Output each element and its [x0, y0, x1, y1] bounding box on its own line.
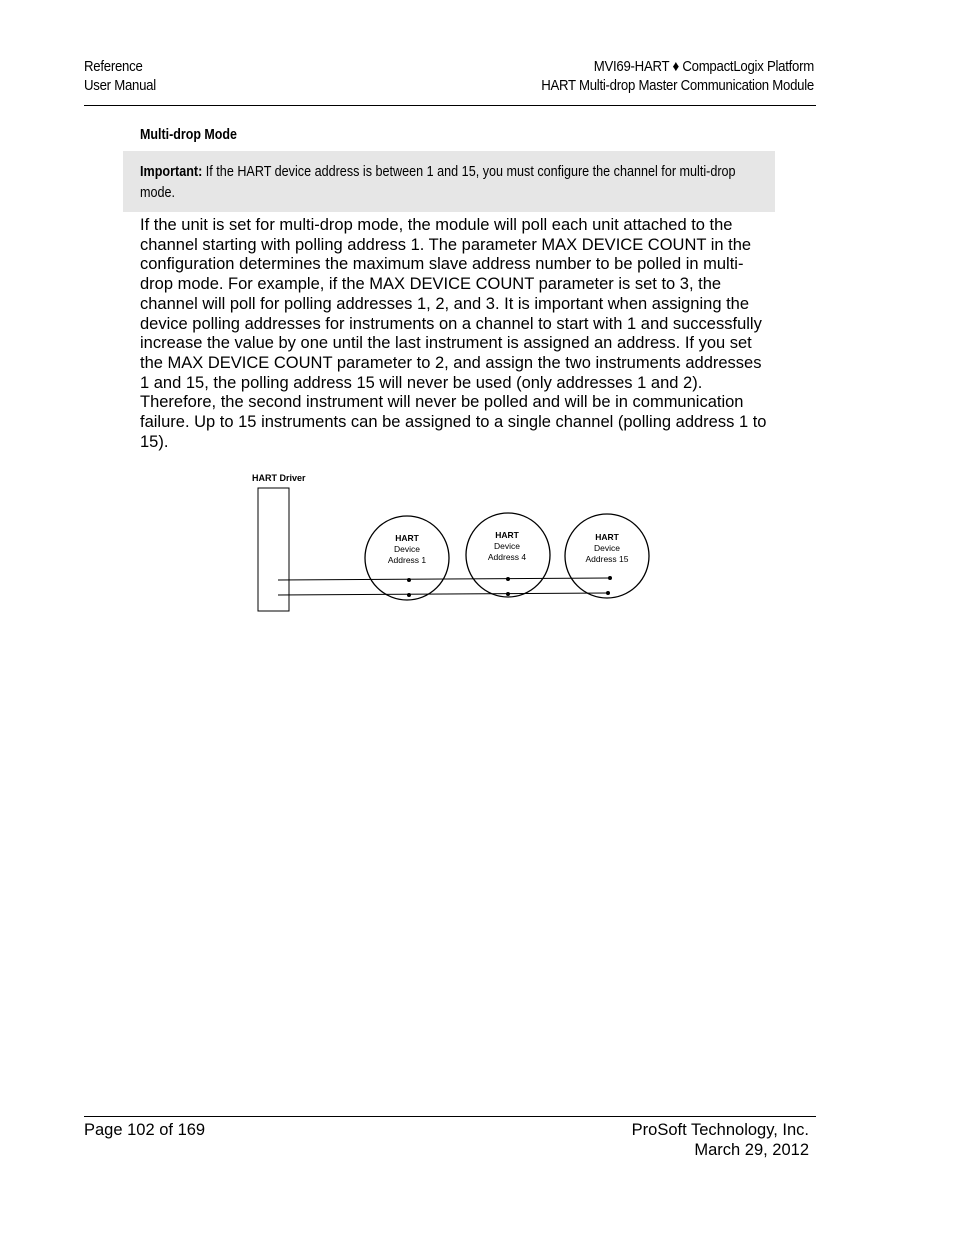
device-4-node-top	[506, 577, 510, 581]
device-15-node-top	[608, 576, 612, 580]
device-1-node-top	[407, 578, 411, 582]
important-body: If the HART device address is between 1 and 15, you must configure the channel for multi-drop mode.	[140, 163, 736, 201]
important-label: Important:	[140, 163, 203, 180]
driver-label: HART Driver	[252, 473, 306, 483]
device-4-line1: HART	[495, 530, 519, 540]
important-note-text	[140, 161, 745, 203]
device-15-node-bottom	[606, 591, 610, 595]
device-15-line3: Address 15	[585, 554, 629, 564]
header-right	[541, 57, 814, 95]
device-15-line2: Device	[594, 543, 620, 553]
device-4-line2: Device	[494, 541, 520, 551]
device-4-line3: Address 4	[487, 552, 527, 562]
device-1-line2: Device	[394, 544, 420, 554]
header-module: HART Multi-drop Master Communication Module	[541, 77, 814, 94]
section-title: Multi-drop Mode	[140, 127, 237, 143]
multidrop-diagram	[240, 468, 670, 618]
footer-right	[632, 1120, 809, 1160]
device-1-line1: HART	[395, 533, 419, 543]
driver-box	[258, 488, 289, 611]
bus-line-bottom	[278, 593, 608, 595]
device-15-line1: HART	[595, 532, 619, 542]
footer-divider	[84, 1116, 816, 1117]
device-1-line3: Address 1	[387, 555, 427, 565]
device-1-node-bottom	[407, 593, 411, 597]
header-left	[84, 57, 156, 95]
header-doc-type: User Manual	[84, 77, 156, 94]
footer-company: ProSoft Technology, Inc.	[631, 1121, 809, 1139]
body-paragraph: If the unit is set for multi-drop mode, the module will poll each unit attached to the channel starting with polling address 1. The parameter MAX DEVICE COUNT in the configuration determines the maximum slave address number to be polled in multi-drop mode. For example, if the MAX DEVICE COUNT parameter is set to 3, the channel will poll for polling addresses 1, 2, and 3. It is important when assigning the device polling addresses for instruments on a channel to start with 1 and successfully increase the value by one until the last instrument is assigned an address. If you set the MAX DEVICE COUNT parameter to 2, and assign the two instruments addresses 1 and 15, the polling address 15 will never be used (only addresses 1 and 2). Therefore, the second instrument will never be polled and will be in communication failure. Up to 15 instruments can be assigned to a single channel (polling address 1 to 15).	[140, 216, 767, 451]
important-note	[123, 151, 775, 212]
header-section-label: Reference	[84, 58, 143, 75]
device-4-node-bottom	[506, 592, 510, 596]
footer-page-number: Page 102 of 169	[84, 1121, 206, 1139]
footer-date: March 29, 2012	[694, 1141, 809, 1159]
header-product: MVI69-HART ♦ CompactLogix Platform	[593, 58, 814, 75]
header-divider	[84, 105, 816, 106]
